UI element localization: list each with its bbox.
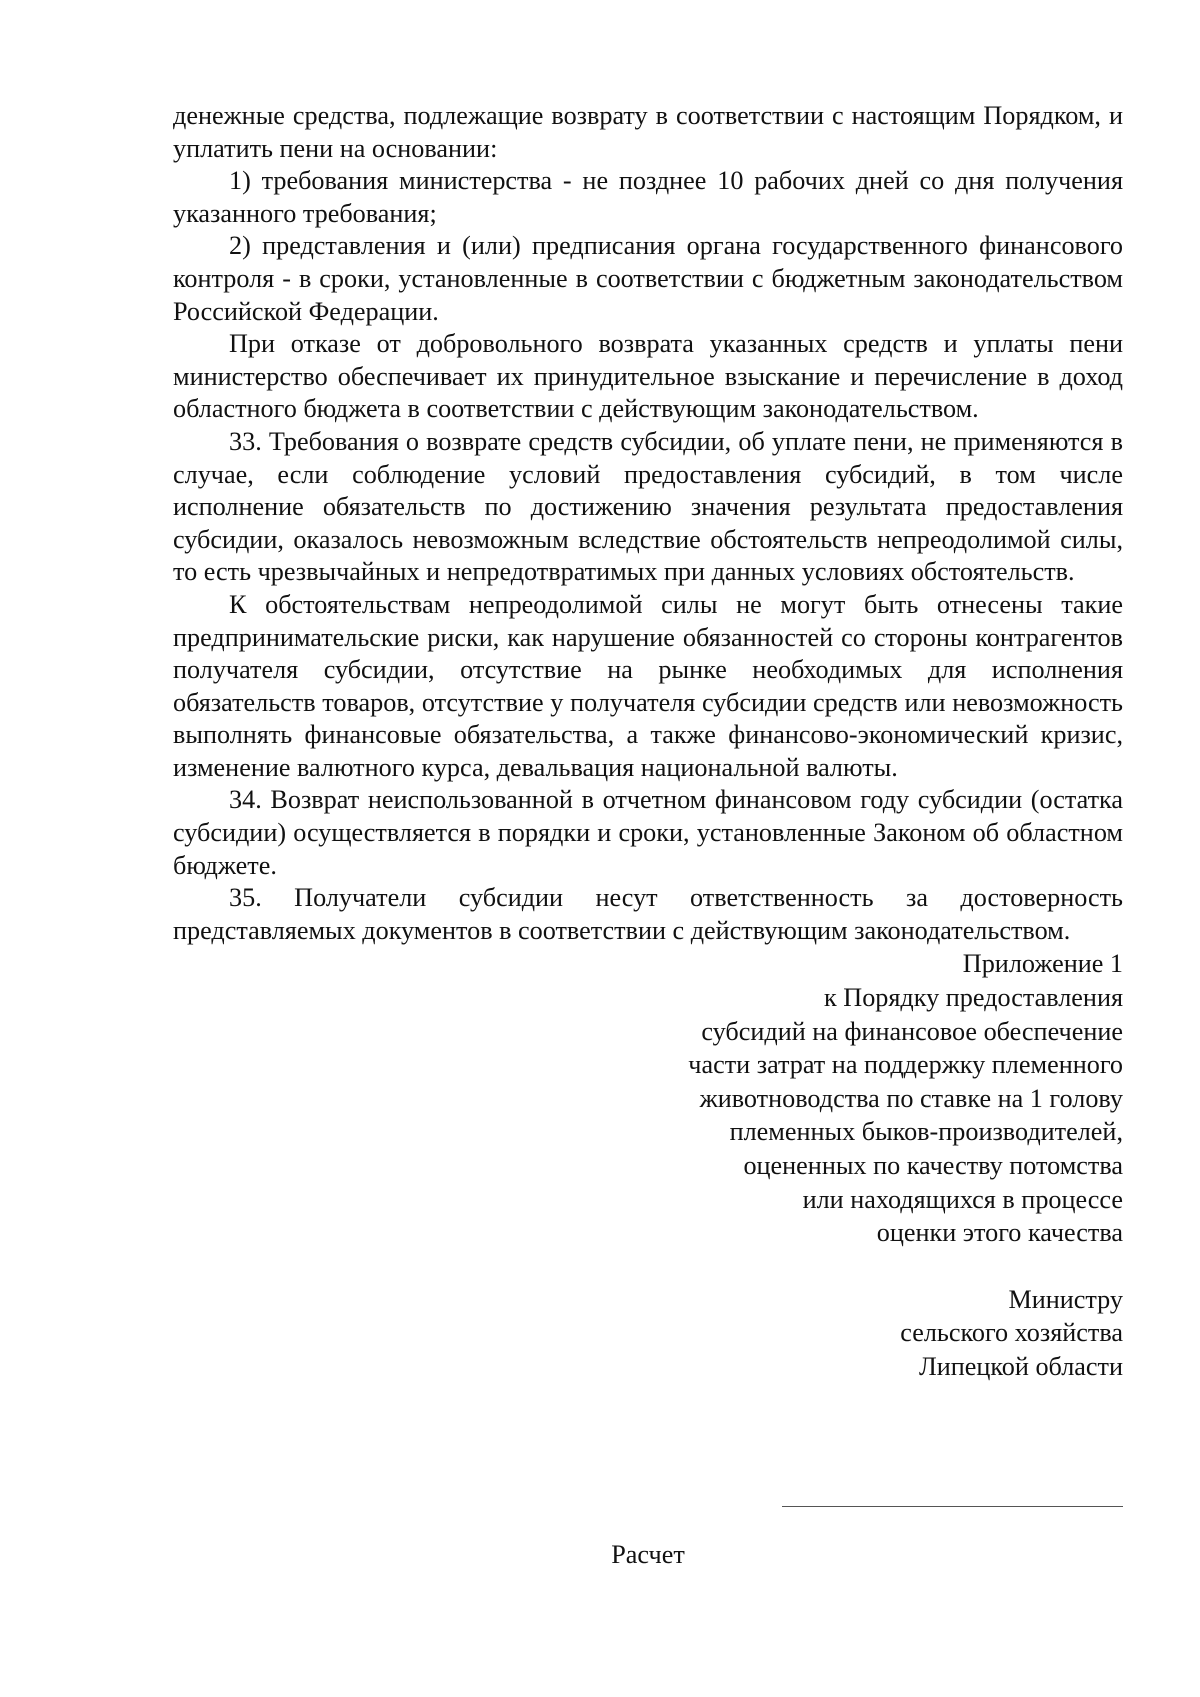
addressee-line: Министру [1008,1284,1123,1314]
appendix-header [173,947,1123,1249]
paragraph-item-2: 2) представления и (или) предписания органа государственного финансового контроля - в сроки, установленные в соответствии с бюджетным законодательством Российской Федерации. [173,231,1123,326]
paragraph-clause-34: 34. Возврат неиспользованной в отчетном финансовом году субсидии (остатка субсидии) осуществляется в порядки и сроки, установленные Законом об областном бюджете. [173,785,1123,880]
addressee-line: Липецкой области [918,1351,1123,1381]
paragraph-force-majeure: К обстоятельствам непреодолимой силы не могут быть отнесены такие предпринимательские риски, как нарушение обязанностей со стороны контрагентов получателя субсидии, отсутствие на рынке необходимых для исполнения обязательств товаров, отсутствие у получателя субсидии средств или невозможность выполнять финансовые обязательства, а также финансово-экономический кризис, изменение валютного курса, девальвация национальной валюты. [173,589,1123,782]
appendix-line: или находящихся в процессе [802,1184,1123,1214]
addressee-block [173,1283,1123,1384]
appendix-line: животноводства по ставке на 1 голову [699,1083,1123,1113]
document-page [173,100,1123,1384]
paragraph-clause-35: 35. Получатели субсидии несут ответственность за достоверность представляемых документов в соответствии с действующим законодательством. [173,883,1123,945]
appendix-line: оценки этого качества [876,1218,1123,1248]
paragraph-clause-33: 33. Требования о возврате средств субсидии, об уплате пени, не применяются в случае, если соблюдение условий предоставления субсидий, в том числе исполнение обязательств по достижению значения результата предоставления субсидии, оказалось невозможным вследствие обстоятельств непреодолимой силы, то есть чрезвычайных и непредотвратимых при данных условиях обстоятельств. [173,426,1123,587]
appendix-line: к Порядку предоставления [824,983,1123,1013]
appendix-line: субсидий на финансовое обеспечение [701,1016,1123,1046]
appendix-line: племенных быков-производителей, [729,1117,1123,1147]
appendix-line: оцененных по качеству потомства [743,1151,1123,1180]
addressee-line: сельского хозяйства [900,1318,1123,1348]
paragraph-continuation: денежные средства, подлежащие возврату в соответствии с настоящим Порядком, и уплатить пени на основании: [173,101,1123,163]
appendix-line: Приложение 1 [962,949,1123,979]
paragraph-refusal: При отказе от добровольного возврата указанных средств и уплаты пени министерство обеспечивает их принудительное взыскание и перечисление в доход областного бюджета в соответствии с действующим законодательством. [173,329,1123,424]
signature-line [782,1506,1123,1507]
appendix-line: части затрат на поддержку племенного [688,1050,1123,1080]
document-body [173,100,1123,947]
paragraph-item-1: 1) требования министерства - не позднее 10 рабочих дней со дня получения указанного требования; [173,166,1123,228]
calculation-heading: Расчет [611,1540,685,1569]
